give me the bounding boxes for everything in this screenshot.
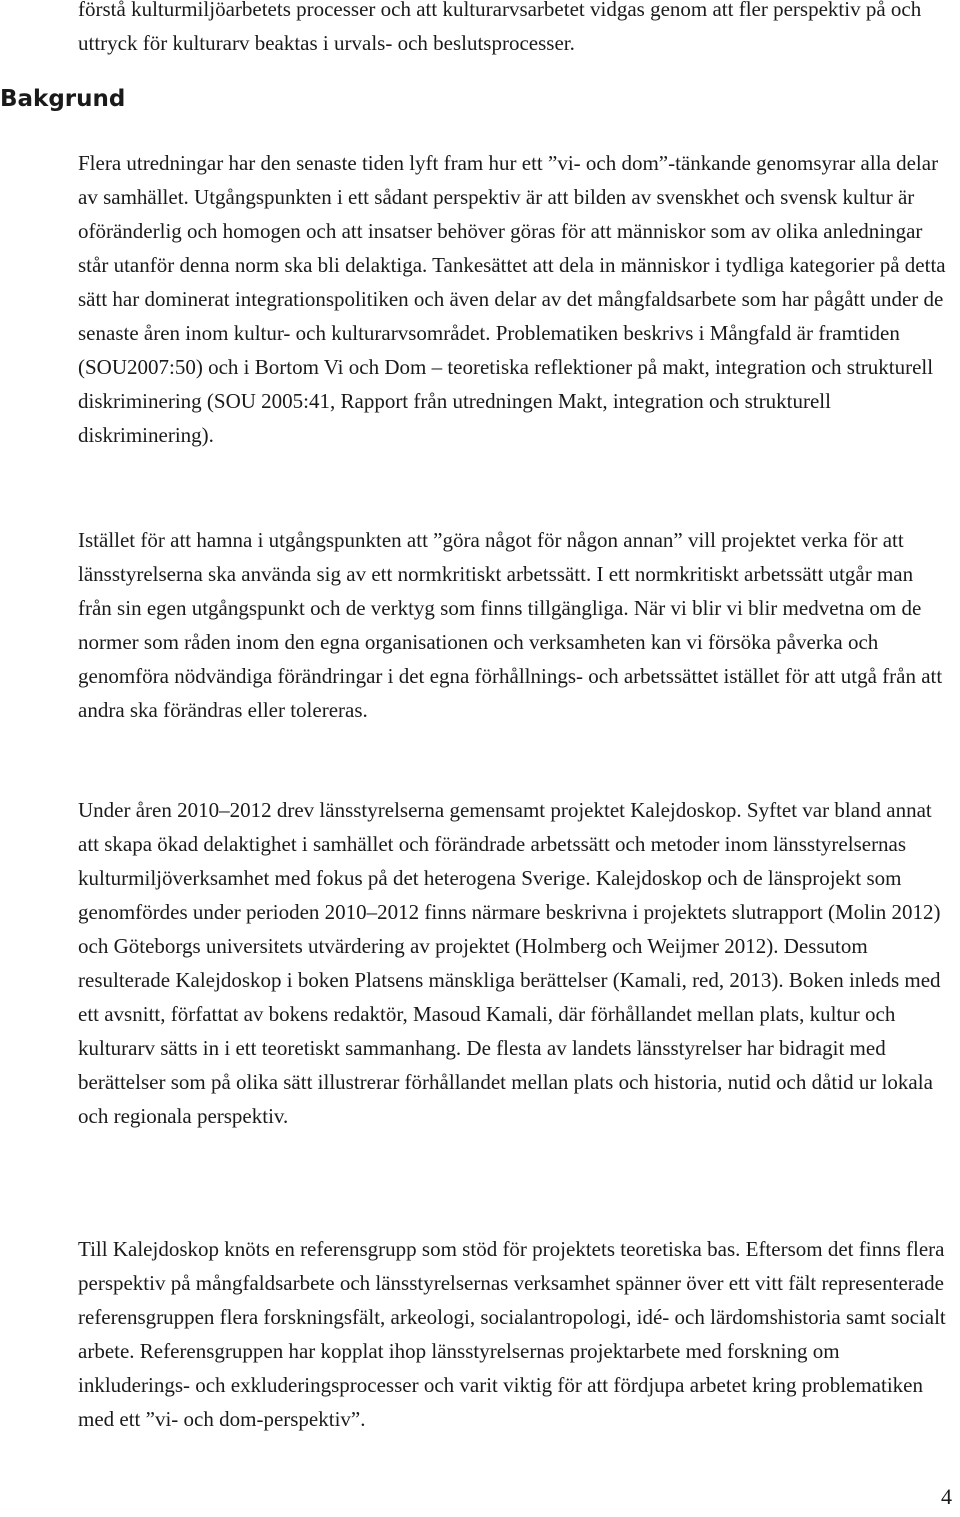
section-heading: Bakgrund: [0, 86, 126, 112]
body-paragraph-4: Till Kalejdoskop knöts en referensgrupp som stöd för projektets teoretiska bas. Eftersom det finns flera perspektiv på mångfaldsarbete och länsstyrelsernas verksamhet spänner över ett vitt fält representerade referensgruppen flera forskningsfält, arkeologi, socialantropologi, idé- och lärdomshistoria samt socialt arbete. Referensgruppen har kopplat ihop länsstyrelsernas projektarbete med forskning om inkluderings- och exkluderingsprocesser och varit viktig för att fördjupa arbetet kring problematiken med ett ”vi- och dom-perspektiv”.: [78, 1237, 946, 1431]
body-paragraph-2: Istället för att hamna i utgångspunkten att ”göra något för någon annan” vill projektet verka för att länsstyrelserna ska använda sig av ett normkritiskt arbetssätt. I ett normkritiskt arbetssätt utgår man från sin egen utgångspunkt och de verktyg som finns tillgängliga. När vi blir vi blir medvetna om de normer som råden inom den egna organisationen och verksamheten kan vi försöka påverka och genomföra nödvändiga förändringar i det egna förhållnings- och arbetssättet istället för att utgå från att andra ska förändras eller tolereras.: [78, 528, 943, 722]
intro-paragraph: förstå kulturmiljöarbetets processer och att kulturarvsarbetet vidgas genom att fler perspektiv på och uttryck för kulturarv beaktas i urvals- och beslutsprocesser.: [78, 0, 922, 55]
body-paragraph-1: Flera utredningar har den senaste tiden lyft fram hur ett ”vi- och dom”-tänkande genomsyrar alla delar av samhället. Utgångspunkten i ett sådant perspektiv är att bilden av svenskhet och svensk kultur är oföränderlig och homogen och att insatser behöver göras för att människor som av olika anledningar står utanför denna norm ska bli delaktiga. Tankesättet att dela in människor i tydliga kategorier på detta sätt har dominerat integrationspolitiken och även delar av det mångfaldsarbete som har pågått under de senaste åren inom kultur- och kulturarvsområdet. Problematiken beskrivs i Mångfald är framtiden (SOU2007:50) och i Bortom Vi och Dom – teoretiska reflektioner på makt, integration och strukturell diskriminering (SOU 2005:41, Rapport från utredningen Makt, integration och strukturell diskriminering).: [78, 151, 946, 447]
page-number: 4: [941, 1484, 952, 1509]
body-paragraph-3: Under åren 2010–2012 drev länsstyrelserna gemensamt projektet Kalejdoskop. Syftet var bland annat att skapa ökad delaktighet i samhället och förändrade arbetssätt och metoder inom länsstyrelsernas kulturmiljöverksamhet med fokus på det heterogena Sverige. Kalejdoskop och de länsprojekt som genomfördes under perioden 2010–2012 finns närmare beskrivna i projektets slutrapport (Molin 2012) och Göteborgs universitets utvärdering av projektet (Holmberg och Weijmer 2012). Dessutom resulterade Kalejdoskop i boken Platsens mänskliga berättelser (Kamali, red, 2013). Boken inleds med ett avsnitt, författat av bokens redaktör, Masoud Kamali, där förhållandet mellan plats, kultur och kulturarv sätts in i ett teoretiskt sammanhang. De flesta av landets länsstyrelser har bidragit med berättelser som på olika sätt illustrerar förhållandet mellan plats och historia, nutid och dåtid ur lokala och regionala perspektiv.: [78, 798, 941, 1128]
